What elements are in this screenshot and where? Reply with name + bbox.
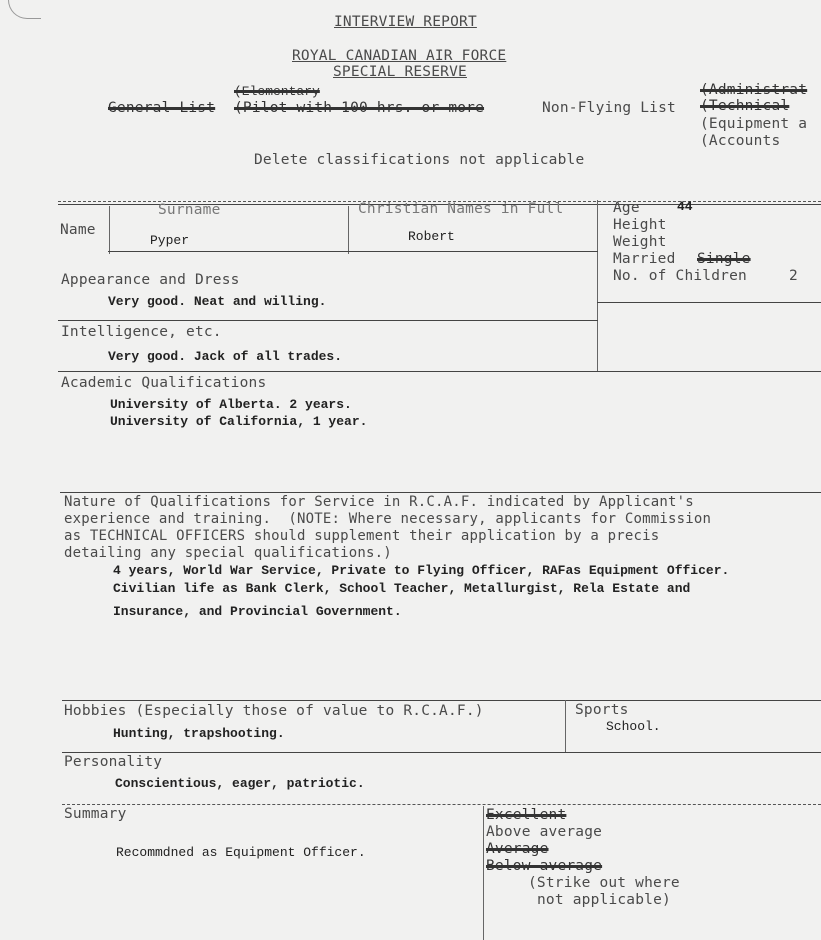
christian-names-label: Christian Names in Full <box>358 201 564 217</box>
rating-average: Average <box>486 841 549 857</box>
general-list-option: General List <box>108 100 216 116</box>
hobbies-bottom-rule <box>62 752 821 753</box>
pilot-option: (Pilot with 100 hrs. or more <box>234 100 485 116</box>
age-label: Age <box>613 200 640 216</box>
academic-label: Academic Qualifications <box>61 375 267 391</box>
nature-label-line-2: experience and training. (NOTE: Where necessary, applicants for Commission <box>64 511 712 527</box>
nature-value-line-2: Civilian life as Bank Clerk, School Teacher, Metallurgist, Rela Estate and <box>113 581 691 596</box>
hobbies-value: Hunting, trapshooting. <box>113 726 285 741</box>
surname-col-divider <box>348 206 349 254</box>
name-label: Name <box>60 222 96 238</box>
name-col-divider <box>109 206 110 254</box>
strike-note-line-2: not applicable) <box>537 892 671 908</box>
surname-value: Pyper <box>150 233 190 248</box>
administrative-option: (Administrat <box>700 82 808 98</box>
single-option: Single <box>697 251 751 267</box>
sports-label: Sports <box>575 702 629 718</box>
academic-line-2: University of California, 1 year. <box>110 414 368 429</box>
personality-value: Conscientious, eager, patriotic. <box>115 776 365 791</box>
summary-divider <box>483 806 484 940</box>
married-label: Married <box>613 251 676 267</box>
sports-value: School. <box>606 719 661 734</box>
intelligence-value: Very good. Jack of all trades. <box>108 349 343 364</box>
accounts-option: (Accounts <box>700 133 781 149</box>
equipment-option: (Equipment a <box>700 116 808 132</box>
appearance-value: Very good. Neat and willing. <box>108 294 327 309</box>
height-label: Height <box>613 217 667 233</box>
nature-value-line-1: 4 years, World War Service, Private to Flying Officer, RAFas Equipment Officer. <box>113 563 730 578</box>
personal-box-rule <box>597 302 821 303</box>
appearance-bottom-rule <box>58 320 598 321</box>
hobbies-top-rule <box>62 700 821 701</box>
org-name: ROYAL CANADIAN AIR FORCE <box>292 48 507 64</box>
children-label: No. of Children <box>613 268 747 284</box>
name-bottom-rule <box>108 251 598 252</box>
page-corner-mark <box>8 0 41 19</box>
rating-below-average: Below average <box>486 858 603 874</box>
hobbies-label: Hobbies (Especially those of value to R.C.A.F.) <box>64 703 484 719</box>
strike-note-line-1: (Strike out where <box>528 875 680 891</box>
academic-line-1: University of Alberta. 2 years. <box>110 397 352 412</box>
intelligence-bottom-rule <box>58 371 821 372</box>
nature-label-line-1: Nature of Qualifications for Service in R.C.A.F. indicated by Applicant's <box>64 494 694 510</box>
academic-bottom-rule <box>60 492 821 493</box>
rating-excellent: Excellent <box>486 807 567 823</box>
delete-instruction: Delete classifications not applicable <box>254 152 585 168</box>
christian-names-value: Robert <box>408 229 455 244</box>
age-value: 44 <box>677 199 693 214</box>
non-flying-list-label: Non-Flying List <box>542 100 676 116</box>
summary-value: Recommdned as Equipment Officer. <box>116 845 366 860</box>
report-title: INTERVIEW REPORT <box>334 14 477 30</box>
sports-divider <box>565 700 566 752</box>
surname-label: Surname <box>158 202 221 218</box>
personal-col-divider <box>597 200 598 372</box>
nature-value-line-3: Insurance, and Provincial Government. <box>113 604 402 619</box>
nature-label-line-3: as TECHNICAL OFFICERS should supplement their application by a precis <box>64 528 660 544</box>
personality-bottom-rule <box>62 804 821 805</box>
appearance-label: Appearance and Dress <box>61 272 240 288</box>
nature-label-line-4: detailing any special qualifications.) <box>64 545 392 561</box>
elementary-option: (Elementary <box>234 84 320 99</box>
reserve-label: SPECIAL RESERVE <box>333 64 467 80</box>
personality-label: Personality <box>64 754 163 770</box>
technical-option: (Technical <box>700 98 790 114</box>
children-value: 2 <box>789 268 798 284</box>
rating-above-average: Above average <box>486 824 603 840</box>
weight-label: Weight <box>613 234 667 250</box>
intelligence-label: Intelligence, etc. <box>61 324 222 340</box>
summary-label: Summary <box>64 806 127 822</box>
